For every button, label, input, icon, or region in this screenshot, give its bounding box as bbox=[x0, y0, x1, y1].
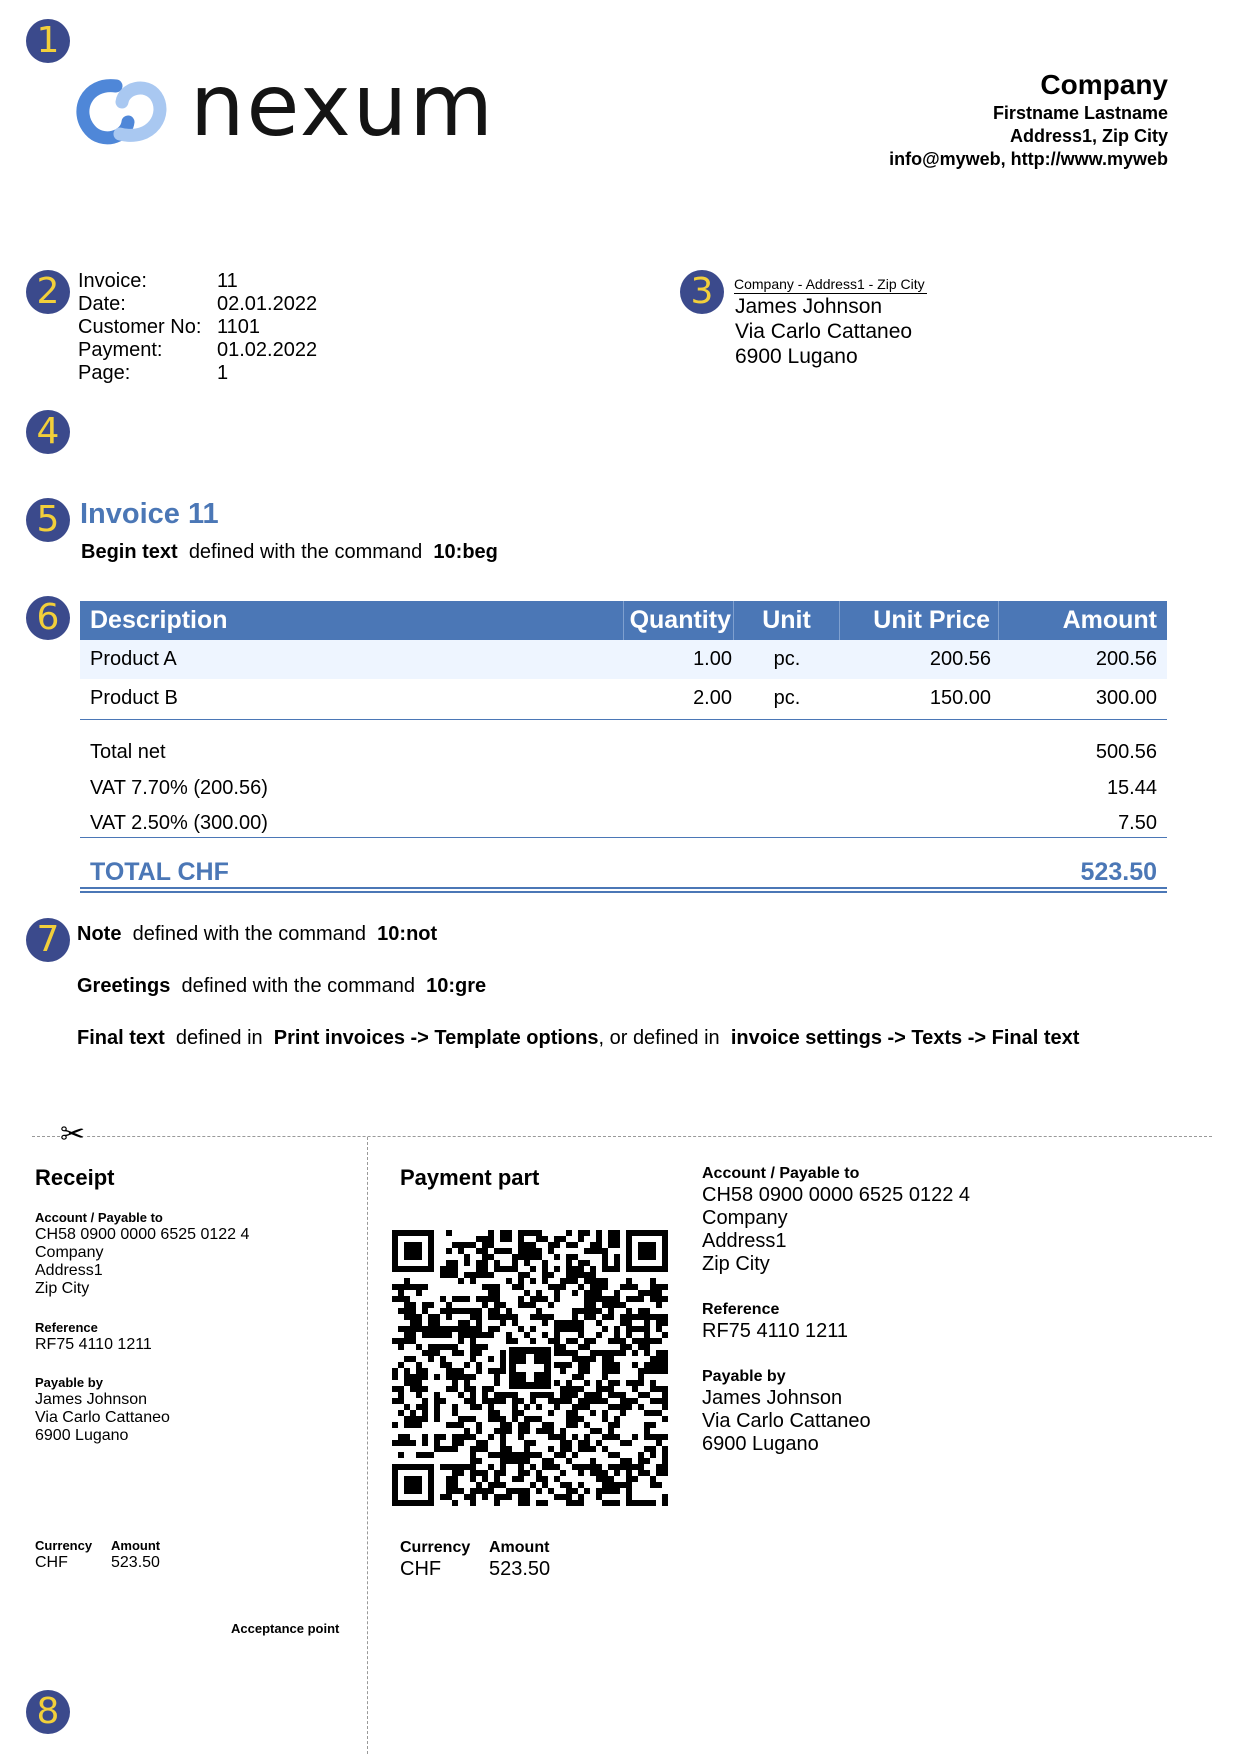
items-table bbox=[80, 601, 1167, 718]
receipt-account-line: Zip City bbox=[35, 1280, 90, 1297]
greetings-bold: Greetings bbox=[77, 975, 171, 997]
payment-amount bbox=[489, 1538, 550, 1581]
company-name: Company bbox=[1040, 69, 1168, 100]
receipt-currency-label: Currency bbox=[35, 1538, 93, 1553]
receipt-account bbox=[35, 1210, 249, 1298]
header-description: Description bbox=[80, 601, 624, 640]
receipt-payable-by-label: Payable by bbox=[35, 1375, 103, 1390]
receipt-reference-value: RF75 4110 1211 bbox=[35, 1336, 152, 1353]
cell-amount: 300.00 bbox=[1095, 687, 1157, 709]
logo-wordmark: nexum bbox=[190, 56, 496, 156]
table-divider bbox=[80, 719, 1167, 720]
receipt-currency-value: CHF bbox=[35, 1554, 68, 1571]
info-value: 11 bbox=[217, 270, 238, 292]
invoice-info bbox=[78, 270, 317, 385]
payment-account bbox=[702, 1164, 970, 1276]
payment-part-title: Payment part bbox=[400, 1165, 540, 1190]
logo-icon bbox=[68, 72, 172, 154]
header-quantity: Quantity bbox=[624, 601, 734, 640]
header-unit-price: Unit Price bbox=[840, 601, 999, 640]
info-label: Invoice: bbox=[78, 270, 147, 292]
payment-payable-by-line: 6900 Lugano bbox=[702, 1433, 819, 1455]
receipt-payable-by-line: James Johnson bbox=[35, 1391, 148, 1408]
total-net-value: 500.56 bbox=[1095, 741, 1157, 763]
info-label: Customer No: bbox=[78, 316, 202, 338]
table-row bbox=[80, 679, 1167, 718]
receipt-account-line: CH58 0900 0000 6525 0122 4 bbox=[35, 1226, 250, 1243]
info-label: Date: bbox=[78, 293, 126, 315]
payment-account-line: Address1 bbox=[702, 1230, 787, 1252]
header-unit: Unit bbox=[734, 601, 840, 640]
begin-text-command: 10:beg bbox=[433, 541, 498, 563]
qr-code bbox=[392, 1230, 668, 1506]
cell-unit: pc. bbox=[773, 648, 801, 670]
info-row bbox=[78, 339, 317, 362]
note-command: 10:not bbox=[377, 923, 438, 945]
table-row bbox=[80, 640, 1167, 679]
cell-quantity: 1.00 bbox=[693, 648, 732, 670]
total-net-label: Total net bbox=[90, 741, 166, 763]
info-value: 1 bbox=[217, 362, 229, 384]
greetings-text bbox=[77, 974, 486, 998]
payment-reference bbox=[702, 1300, 848, 1343]
acceptance-point: Acceptance point bbox=[231, 1621, 340, 1636]
receipt-amount-label: Amount bbox=[111, 1538, 161, 1553]
vat-value: 7.50 bbox=[1118, 812, 1157, 834]
header-amount: Amount bbox=[1062, 606, 1157, 634]
greetings-command: 10:gre bbox=[426, 975, 487, 997]
info-row bbox=[78, 293, 317, 316]
payment-payable-by-line: James Johnson bbox=[702, 1387, 843, 1409]
company-header bbox=[889, 68, 1168, 171]
cell-unit: pc. bbox=[773, 687, 801, 709]
vat-row bbox=[80, 811, 1167, 835]
receipt-amount-value: 523.50 bbox=[111, 1554, 160, 1571]
section-marker: 4 bbox=[26, 410, 70, 454]
total-underline bbox=[80, 887, 1167, 889]
receipt-payable-by-line: Via Carlo Cattaneo bbox=[35, 1409, 170, 1426]
customer-address bbox=[735, 294, 912, 369]
section-marker: 5 bbox=[26, 498, 70, 542]
payment-account-label: Account / Payable to bbox=[702, 1165, 860, 1182]
note-bold: Note bbox=[77, 923, 122, 945]
invoice-title: Invoice 11 bbox=[80, 498, 219, 530]
total-underline bbox=[80, 891, 1167, 893]
payment-account-line: Zip City bbox=[702, 1253, 770, 1275]
receipt-account-line: Company bbox=[35, 1244, 104, 1261]
totals-divider bbox=[80, 837, 1167, 838]
payment-reference-value: RF75 4110 1211 bbox=[702, 1320, 849, 1342]
info-label: Payment: bbox=[78, 339, 163, 361]
info-row bbox=[78, 270, 317, 293]
receipt-payable-by-line: 6900 Lugano bbox=[35, 1427, 129, 1444]
payment-payable-by-line: Via Carlo Cattaneo bbox=[702, 1410, 871, 1432]
info-row bbox=[78, 316, 317, 339]
address-line: Via Carlo Cattaneo bbox=[735, 320, 913, 343]
info-value: 01.02.2022 bbox=[217, 339, 318, 361]
payment-currency-label: Currency bbox=[400, 1539, 471, 1556]
begin-text-mid: defined with the command bbox=[188, 541, 423, 563]
company-address: Address1, Zip City bbox=[1009, 126, 1168, 146]
final-path: Print invoices -> Template options bbox=[273, 1027, 599, 1049]
payment-amount-value: 523.50 bbox=[489, 1558, 551, 1580]
section-marker: 8 bbox=[26, 1690, 70, 1734]
receipt-title: Receipt bbox=[35, 1165, 115, 1190]
grand-total-value: 523.50 bbox=[1080, 858, 1157, 886]
vat-row bbox=[80, 776, 1167, 800]
section-marker: 7 bbox=[26, 918, 70, 962]
final-bold: Final text bbox=[77, 1027, 165, 1049]
receipt-reference-label: Reference bbox=[35, 1320, 98, 1335]
payment-reference-label: Reference bbox=[702, 1301, 780, 1318]
scissors-icon: ✂ bbox=[60, 1118, 86, 1151]
grand-total-row bbox=[80, 857, 1167, 887]
receipt-amount bbox=[111, 1538, 160, 1572]
company-contact: Firstname Lastname bbox=[992, 103, 1168, 123]
final-path: invoice settings -> Texts -> Final text bbox=[730, 1027, 1080, 1049]
cell-quantity: 2.00 bbox=[693, 687, 732, 709]
cell-amount: 200.56 bbox=[1095, 648, 1157, 670]
payment-account-line: Company bbox=[702, 1207, 788, 1229]
payment-account-line: CH58 0900 0000 6525 0122 4 bbox=[702, 1184, 971, 1206]
info-value: 02.01.2022 bbox=[217, 293, 318, 315]
section-marker: 3 bbox=[680, 270, 724, 314]
payment-currency bbox=[400, 1538, 470, 1581]
info-row bbox=[78, 362, 317, 385]
vat-label: VAT 2.50% (300.00) bbox=[90, 812, 268, 834]
receipt-account-label: Account / Payable to bbox=[35, 1210, 163, 1225]
payment-payable-by-label: Payable by bbox=[702, 1368, 786, 1385]
table-header bbox=[80, 601, 1167, 640]
note-text bbox=[77, 922, 437, 946]
section-marker: 1 bbox=[26, 19, 70, 63]
receipt-payable-by bbox=[35, 1375, 170, 1445]
info-value: 1101 bbox=[217, 316, 261, 338]
begin-text-bold: Begin text bbox=[81, 541, 178, 563]
cell-unit-price: 150.00 bbox=[929, 687, 991, 709]
vat-label: VAT 7.70% (200.56) bbox=[90, 777, 268, 799]
final-mid: , or defined in bbox=[598, 1027, 720, 1049]
sender-line: Company - Address1 - Zip City bbox=[734, 276, 925, 292]
vat-value: 15.44 bbox=[1106, 777, 1157, 799]
payment-payable-by bbox=[702, 1367, 871, 1456]
cell-description: Product A bbox=[90, 648, 177, 670]
payment-currency-value: CHF bbox=[400, 1558, 442, 1580]
final-text bbox=[77, 1026, 1079, 1050]
grand-total-label: TOTAL CHF bbox=[90, 858, 229, 886]
receipt-reference bbox=[35, 1320, 152, 1354]
total-net-row bbox=[80, 740, 1167, 764]
payment-amount-label: Amount bbox=[489, 1539, 550, 1556]
section-marker: 2 bbox=[26, 270, 70, 314]
cut-line bbox=[32, 1136, 1212, 1137]
cell-description: Product B bbox=[90, 687, 178, 709]
greetings-mid: defined with the command bbox=[181, 975, 415, 997]
begin-text bbox=[81, 540, 498, 564]
cell-unit-price: 200.56 bbox=[929, 648, 991, 670]
final-mid: defined in bbox=[175, 1027, 263, 1049]
receipt-account-line: Address1 bbox=[35, 1262, 103, 1279]
cut-line-vertical bbox=[367, 1137, 368, 1754]
receipt-currency bbox=[35, 1538, 92, 1572]
address-line: 6900 Lugano bbox=[735, 345, 858, 368]
info-label: Page: bbox=[78, 362, 131, 384]
note-mid: defined with the command bbox=[132, 923, 367, 945]
company-web: info@myweb, http://www.myweb bbox=[889, 149, 1168, 169]
section-marker: 6 bbox=[26, 596, 70, 640]
address-line: James Johnson bbox=[735, 295, 883, 318]
